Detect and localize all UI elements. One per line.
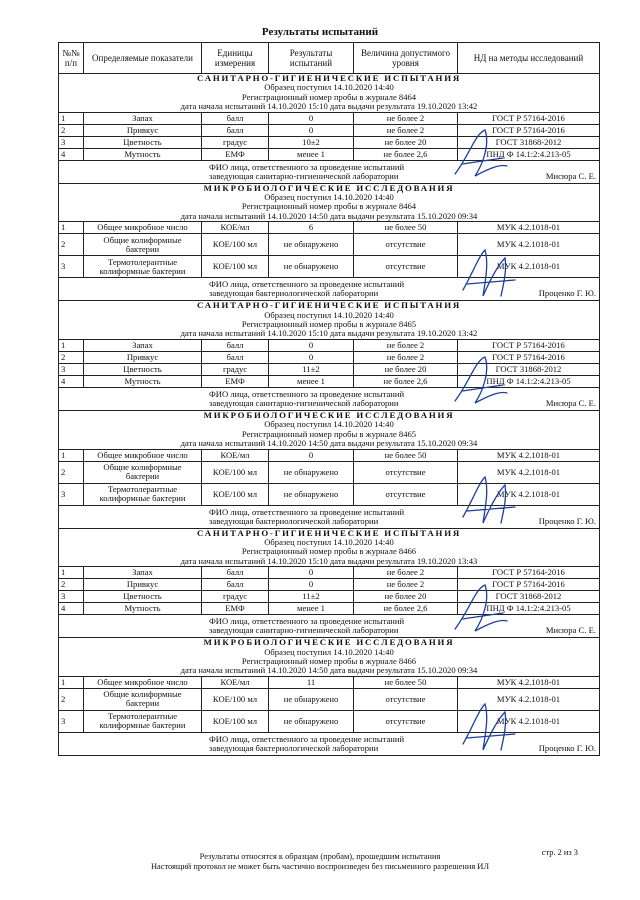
cell-method: ГОСТ Р 57164-2016 [458,124,600,136]
cell-number: 3 [59,256,84,278]
cell-indicator: Общее микробное число [84,676,202,688]
table-row [59,222,600,234]
cell-number: 2 [59,351,84,363]
responsible-person: Мисюра С. Е. [545,397,596,408]
cell-number: 4 [59,603,84,615]
table-row [59,688,600,710]
section-heading: САНИТАРНО-ГИГИЕНИЧЕСКИЕ ИСПЫТАНИЯ [196,300,461,311]
cell-indicator: Привкус [84,124,202,136]
sample-received: Образец поступил 14.10.2020 14:40 [264,646,394,657]
cell-unit: КОЕ/мл [202,676,269,688]
block-info [59,74,600,113]
section-heading: МИКРОБИОЛОГИЧЕСКИЕ ИССЛЕДОВАНИЯ [203,637,455,648]
cell-result: 0 [269,124,354,136]
cell-result: 0 [269,339,354,351]
cell-result: 0 [269,112,354,124]
col-header-unit: Единицы измерения [202,43,269,74]
cell-number: 1 [59,449,84,461]
table-row [59,112,600,124]
cell-limit: не более 2 [354,579,458,591]
registration-number: Регистрационный номер пробы в журнале 8464 [241,201,417,212]
cell-limit: отсутствие [354,461,458,483]
test-dates: дата начала испытаний 14.10.2020 14:50 дата выдачи результата 15.10.2020 09:34 [180,665,478,676]
responsible-person: Проценко Г. Ю. [538,515,596,526]
cell-indicator: Привкус [84,351,202,363]
responsible-position: заведующая бактериологической лаборатории [209,288,379,299]
cell-limit: не более 20 [354,363,458,375]
test-dates: дата начала испытаний 14.10.2020 15:10 дата выдачи результата 19.10.2020 13:42 [180,101,478,112]
cell-result: не обнаружено [269,483,354,505]
test-dates: дата начала испытаний 14.10.2020 15:10 дата выдачи результата 19.10.2020 13:42 [180,328,478,339]
responsible-person: Проценко Г. Ю. [538,742,596,753]
cell-method: МУК 4.2.1018-01 [458,256,600,278]
responsible-row [59,505,600,528]
responsible-cell [59,160,600,183]
cell-result: 11±2 [269,591,354,603]
sample-received: Образец поступил 14.10.2020 14:40 [264,536,394,547]
sample-received: Образец поступил 14.10.2020 14:40 [264,192,394,203]
cell-indicator: Цветность [84,363,202,375]
cell-unit: градус [202,136,269,148]
cell-number: 1 [59,112,84,124]
block-info [59,183,600,222]
responsible-cell [59,278,600,301]
table-row [59,449,600,461]
responsible-position: заведующая санитарно-гигиенической лаборатории [209,170,399,181]
cell-unit: балл [202,579,269,591]
cell-method: МУК 4.2.1018-01 [458,483,600,505]
cell-number: 4 [59,148,84,160]
cell-indicator: Запах [84,339,202,351]
responsible-row [59,278,600,301]
cell-number: 3 [59,136,84,148]
cell-indicator: Запах [84,112,202,124]
cell-unit: КОЕ/100 мл [202,256,269,278]
cell-indicator: Общие колиформные бактерии [84,688,202,710]
section-heading: МИКРОБИОЛОГИЧЕСКИЕ ИССЛЕДОВАНИЯ [203,183,455,193]
cell-result: 0 [269,567,354,579]
cell-unit: ЕМФ [202,375,269,387]
cell-method: ПНД Ф 14.1:2:4.213-05 [458,375,600,387]
cell-unit: балл [202,112,269,124]
section-heading: САНИТАРНО-ГИГИЕНИЧЕСКИЕ ИСПЫТАНИЯ [196,73,461,83]
cell-result: 10±2 [269,136,354,148]
test-dates: дата начала испытаний 14.10.2020 14:50 дата выдачи результата 15.10.2020 09:34 [180,210,478,221]
cell-unit: балл [202,351,269,363]
cell-unit: градус [202,363,269,375]
cell-number: 2 [59,579,84,591]
block-info [59,301,600,340]
cell-unit: ЕМФ [202,148,269,160]
cell-result: менее 1 [269,148,354,160]
cell-result: 0 [269,449,354,461]
cell-indicator: Термотолерантные колиформные бактерии [84,483,202,505]
cell-number: 2 [59,124,84,136]
responsible-cell [59,387,600,410]
table-header-row [59,43,600,74]
sample-received: Образец поступил 14.10.2020 14:40 [264,309,394,320]
responsible-cell [59,615,600,638]
footer-note-1: Результаты относятся к образцам (пробам), прошедшим испытания [199,852,441,861]
cell-number: 3 [59,710,84,732]
table-row [59,483,600,505]
responsible-row [59,615,600,638]
cell-number: 1 [59,222,84,234]
cell-indicator: Общие колиформные бактерии [84,234,202,256]
cell-indicator: Цветность [84,136,202,148]
cell-result: не обнаружено [269,256,354,278]
cell-limit: не более 50 [354,449,458,461]
table-row [59,676,600,688]
cell-number: 2 [59,461,84,483]
cell-limit: отсутствие [354,688,458,710]
cell-limit: не более 20 [354,136,458,148]
col-header-limit: Величина допустимого уровня [354,43,458,74]
cell-method: МУК 4.2.1018-01 [458,222,600,234]
table-row [59,256,600,278]
table-row [59,148,600,160]
cell-unit: балл [202,124,269,136]
cell-method: ГОСТ Р 57164-2016 [458,339,600,351]
test-dates: дата начала испытаний 14.10.2020 14:50 дата выдачи результата 15.10.2020 09:34 [180,438,478,449]
cell-result: 11 [269,676,354,688]
table-row [59,124,600,136]
page-title: Результаты испытаний [261,26,379,38]
cell-indicator: Общее микробное число [84,222,202,234]
cell-limit: не более 2 [354,124,458,136]
cell-unit: балл [202,567,269,579]
cell-number: 3 [59,483,84,505]
cell-unit: КОЕ/100 мл [202,710,269,732]
cell-indicator: Запах [84,567,202,579]
responsible-row [59,160,600,183]
registration-number: Регистрационный номер пробы в журнале 8465 [241,319,417,330]
cell-indicator: Термотолерантные колиформные бактерии [84,710,202,732]
table-row [59,339,600,351]
cell-indicator: Мутность [84,375,202,387]
responsible-position: заведующая бактериологической лаборатории [209,742,379,753]
cell-number: 1 [59,676,84,688]
cell-result: 0 [269,579,354,591]
responsible-position: заведующая санитарно-гигиенической лаборатории [209,625,399,636]
block-info-row [59,301,600,340]
cell-result: 6 [269,222,354,234]
sample-received: Образец поступил 14.10.2020 14:40 [264,82,394,93]
cell-method: ГОСТ Р 57164-2016 [458,112,600,124]
cell-method: МУК 4.2.1018-01 [458,676,600,688]
cell-result: не обнаружено [269,234,354,256]
cell-limit: не более 50 [354,676,458,688]
col-header-number: №№ п/п [59,43,84,74]
responsible-position: заведующая санитарно-гигиенической лаборатории [209,397,399,408]
table-body [59,74,600,756]
cell-method: МУК 4.2.1018-01 [458,710,600,732]
cell-number: 3 [59,591,84,603]
cell-unit: КОЕ/мл [202,222,269,234]
responsible-label: ФИО лица, ответственного за проведение испытаний [209,733,405,744]
cell-limit: не более 2,6 [354,603,458,615]
cell-indicator: Привкус [84,579,202,591]
cell-method: ПНД Ф 14.1:2:4.213-05 [458,148,600,160]
block-info-row [59,528,600,567]
table-row [59,234,600,256]
responsible-person: Мисюра С. Е. [545,170,596,181]
table-row [59,579,600,591]
registration-number: Регистрационный номер пробы в журнале 8464 [241,91,417,102]
cell-limit: не более 2 [354,567,458,579]
cell-unit: КОЕ/100 мл [202,461,269,483]
responsible-person: Проценко Г. Ю. [538,288,596,299]
block-info-row [59,410,600,449]
cell-method: ГОСТ Р 57164-2016 [458,351,600,363]
cell-result: не обнаружено [269,688,354,710]
cell-method: МУК 4.2.1018-01 [458,449,600,461]
results-table-wrapper [58,42,599,756]
cell-result: 11±2 [269,363,354,375]
results-table [58,42,600,756]
responsible-row [59,732,600,755]
cell-unit: градус [202,591,269,603]
section-heading: САНИТАРНО-ГИГИЕНИЧЕСКИЕ ИСПЫТАНИЯ [196,528,461,538]
table-row [59,136,600,148]
cell-indicator: Общие колиформные бактерии [84,461,202,483]
cell-method: ПНД Ф 14.1:2:4.213-05 [458,603,600,615]
cell-limit: отсутствие [354,483,458,505]
responsible-label: ФИО лица, ответственного за проведение испытаний [209,616,405,627]
cell-indicator: Мутность [84,148,202,160]
cell-limit: отсутствие [354,256,458,278]
cell-unit: ЕМФ [202,603,269,615]
cell-result: не обнаружено [269,710,354,732]
cell-method: ГОСТ Р 57164-2016 [458,579,600,591]
cell-unit: КОЕ/мл [202,449,269,461]
cell-unit: КОЕ/100 мл [202,688,269,710]
responsible-cell [59,505,600,528]
cell-unit: балл [202,339,269,351]
registration-number: Регистрационный номер пробы в журнале 8465 [241,428,417,439]
responsible-person: Мисюра С. Е. [545,625,596,636]
footer-note-2: Настоящий протокол не может быть частично воспроизведен без письменного разрешения ИЛ [150,862,490,871]
responsible-label: ФИО лица, ответственного за проведение испытаний [209,506,405,517]
cell-number: 1 [59,339,84,351]
cell-limit: не более 20 [354,591,458,603]
cell-method: ГОСТ 31868-2012 [458,136,600,148]
col-header-indicator: Определяемые показатели [84,43,202,74]
section-heading: МИКРОБИОЛОГИЧЕСКИЕ ИССЛЕДОВАНИЯ [203,410,455,420]
cell-indicator: Термотолерантные колиформные бактерии [84,256,202,278]
cell-limit: отсутствие [354,710,458,732]
cell-result: 0 [269,351,354,363]
block-info-row [59,74,600,113]
table-row [59,375,600,387]
cell-method: ГОСТ Р 57164-2016 [458,567,600,579]
responsible-label: ФИО лица, ответственного за проведение испытаний [209,388,405,399]
table-row [59,603,600,615]
cell-limit: не более 2,6 [354,375,458,387]
cell-limit: отсутствие [354,234,458,256]
cell-indicator: Мутность [84,603,202,615]
cell-limit: не более 2,6 [354,148,458,160]
cell-number: 1 [59,567,84,579]
block-info [59,638,600,677]
cell-limit: не более 2 [354,339,458,351]
cell-indicator: Цветность [84,591,202,603]
test-dates: дата начала испытаний 14.10.2020 15:10 дата выдачи результата 19.10.2020 13:43 [180,555,478,566]
cell-unit: КОЕ/100 мл [202,483,269,505]
table-row [59,461,600,483]
table-row [59,591,600,603]
block-info [59,410,600,449]
responsible-cell [59,732,600,755]
cell-number: 3 [59,363,84,375]
registration-number: Регистрационный номер пробы в журнале 8466 [241,546,417,557]
col-header-result: Результаты испытаний [269,43,354,74]
responsible-label: ФИО лица, ответственного за проведение испытаний [209,279,405,290]
cell-method: МУК 4.2.1018-01 [458,688,600,710]
cell-result: менее 1 [269,603,354,615]
block-info-row [59,183,600,222]
block-info [59,528,600,567]
cell-method: ГОСТ 31868-2012 [458,363,600,375]
cell-number: 2 [59,688,84,710]
page-number: стр. 2 из 3 [541,848,578,857]
sample-received: Образец поступил 14.10.2020 14:40 [264,419,394,430]
responsible-label: ФИО лица, ответственного за проведение испытаний [209,161,405,172]
table-row [59,363,600,375]
cell-indicator: Общее микробное число [84,449,202,461]
cell-method: МУК 4.2.1018-01 [458,461,600,483]
cell-result: не обнаружено [269,461,354,483]
responsible-row [59,387,600,410]
cell-method: ГОСТ 31868-2012 [458,591,600,603]
col-header-method: НД на методы исследований [458,43,600,74]
cell-unit: КОЕ/100 мл [202,234,269,256]
cell-result: менее 1 [269,375,354,387]
table-row [59,710,600,732]
responsible-position: заведующая бактериологической лаборатории [209,515,379,526]
cell-method: МУК 4.2.1018-01 [458,234,600,256]
registration-number: Регистрационный номер пробы в журнале 8466 [241,655,417,666]
table-row [59,567,600,579]
cell-limit: не более 2 [354,351,458,363]
cell-limit: не более 50 [354,222,458,234]
table-row [59,351,600,363]
cell-number: 4 [59,375,84,387]
cell-number: 2 [59,234,84,256]
cell-limit: не более 2 [354,112,458,124]
block-info-row [59,638,600,677]
